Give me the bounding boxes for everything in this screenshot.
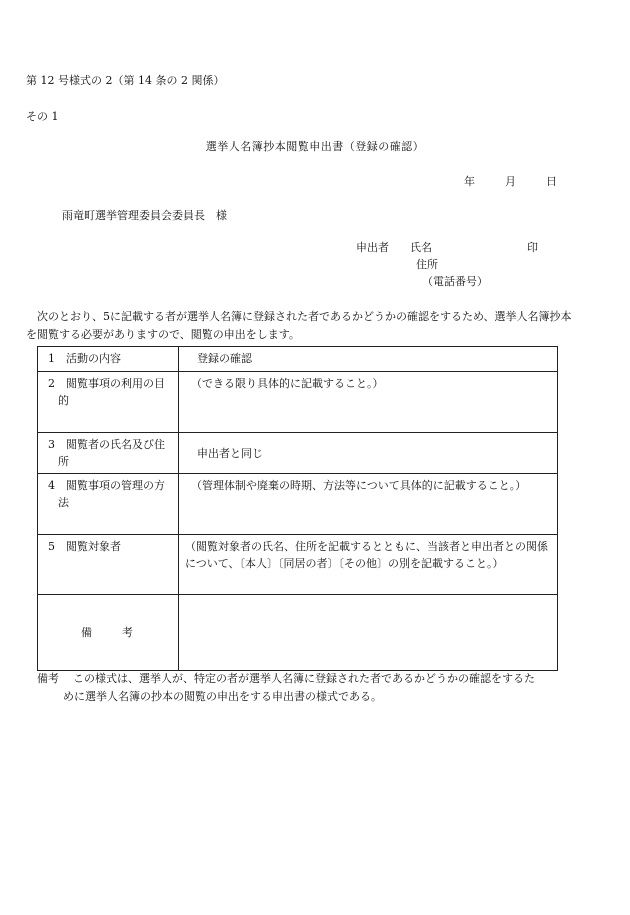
form-reference: 第 12 号様式の 2（第 14 条の 2 関係）: [26, 74, 225, 87]
row-value: （できる限り具体的に記載すること。）: [179, 372, 558, 433]
addressee: 雨竜町選挙管理委員会委員長 様: [62, 209, 227, 222]
footnote-text-cont: めに選挙人名簿の抄本の閲覧の申出をする申出書の様式である。: [63, 689, 382, 703]
row-value: 申出者と同じ: [179, 433, 558, 474]
row-value: （管理体制や廃棄の時期、方法等について具体的に記載すること。）: [179, 474, 558, 535]
date-year: 年: [464, 175, 475, 188]
footnote-label: 備考: [37, 672, 59, 685]
remarks-value: [179, 595, 558, 671]
table-row: [38, 535, 558, 595]
applicant-role: 申出者: [356, 241, 389, 254]
row-label: 2 閲覧事項の利用の目 的: [38, 372, 179, 433]
applicant-phone-label: （電話番号）: [422, 275, 488, 288]
date-month: 月: [505, 175, 516, 188]
document-title: 選挙人名簿抄本閲覧申出書（登録の確認）: [205, 140, 425, 153]
applicant-block: [356, 239, 538, 290]
part-label: その 1: [26, 110, 59, 123]
table-row: [38, 372, 558, 433]
date-line: [464, 173, 557, 190]
row-label: 4 閲覧事項の管理の方 法: [38, 474, 179, 535]
application-table: [37, 346, 558, 671]
footnote-text: この様式は、選挙人が、特定の者が選挙人名簿に登録された者であるかどうかの確認をするた: [73, 672, 535, 685]
table-row: [38, 595, 558, 671]
applicant-address-label: 住所: [416, 258, 438, 271]
row-label: 1 活動の内容: [38, 347, 179, 372]
remarks-label: 備 考: [38, 595, 179, 671]
table-row: [38, 433, 558, 474]
row-label: 3 閲覧者の氏名及び住 所: [38, 433, 179, 474]
row-value: 登録の確認: [179, 347, 558, 372]
table-row: [38, 347, 558, 372]
date-day: 日: [546, 175, 557, 188]
applicant-name-label: 氏名: [410, 241, 432, 254]
table-row: [38, 474, 558, 535]
footnote: [37, 670, 577, 705]
seal-mark: 印: [527, 241, 538, 254]
row-value: （閲覧対象者の氏名、住所を記載するとともに、当該者と申出者との関係について、〔本人〕〔同居の者〕〔その他〕の別を記載すること。）: [179, 535, 558, 595]
intro-paragraph: 次のとおり、5に記載する者が選挙人名簿に登録された者であるかどうかの確認をするため、選挙人名簿抄本を閲覧する必要がありますので、閲覧の申出をします。: [26, 310, 572, 341]
row-label: 5 閲覧対象者: [38, 535, 179, 595]
